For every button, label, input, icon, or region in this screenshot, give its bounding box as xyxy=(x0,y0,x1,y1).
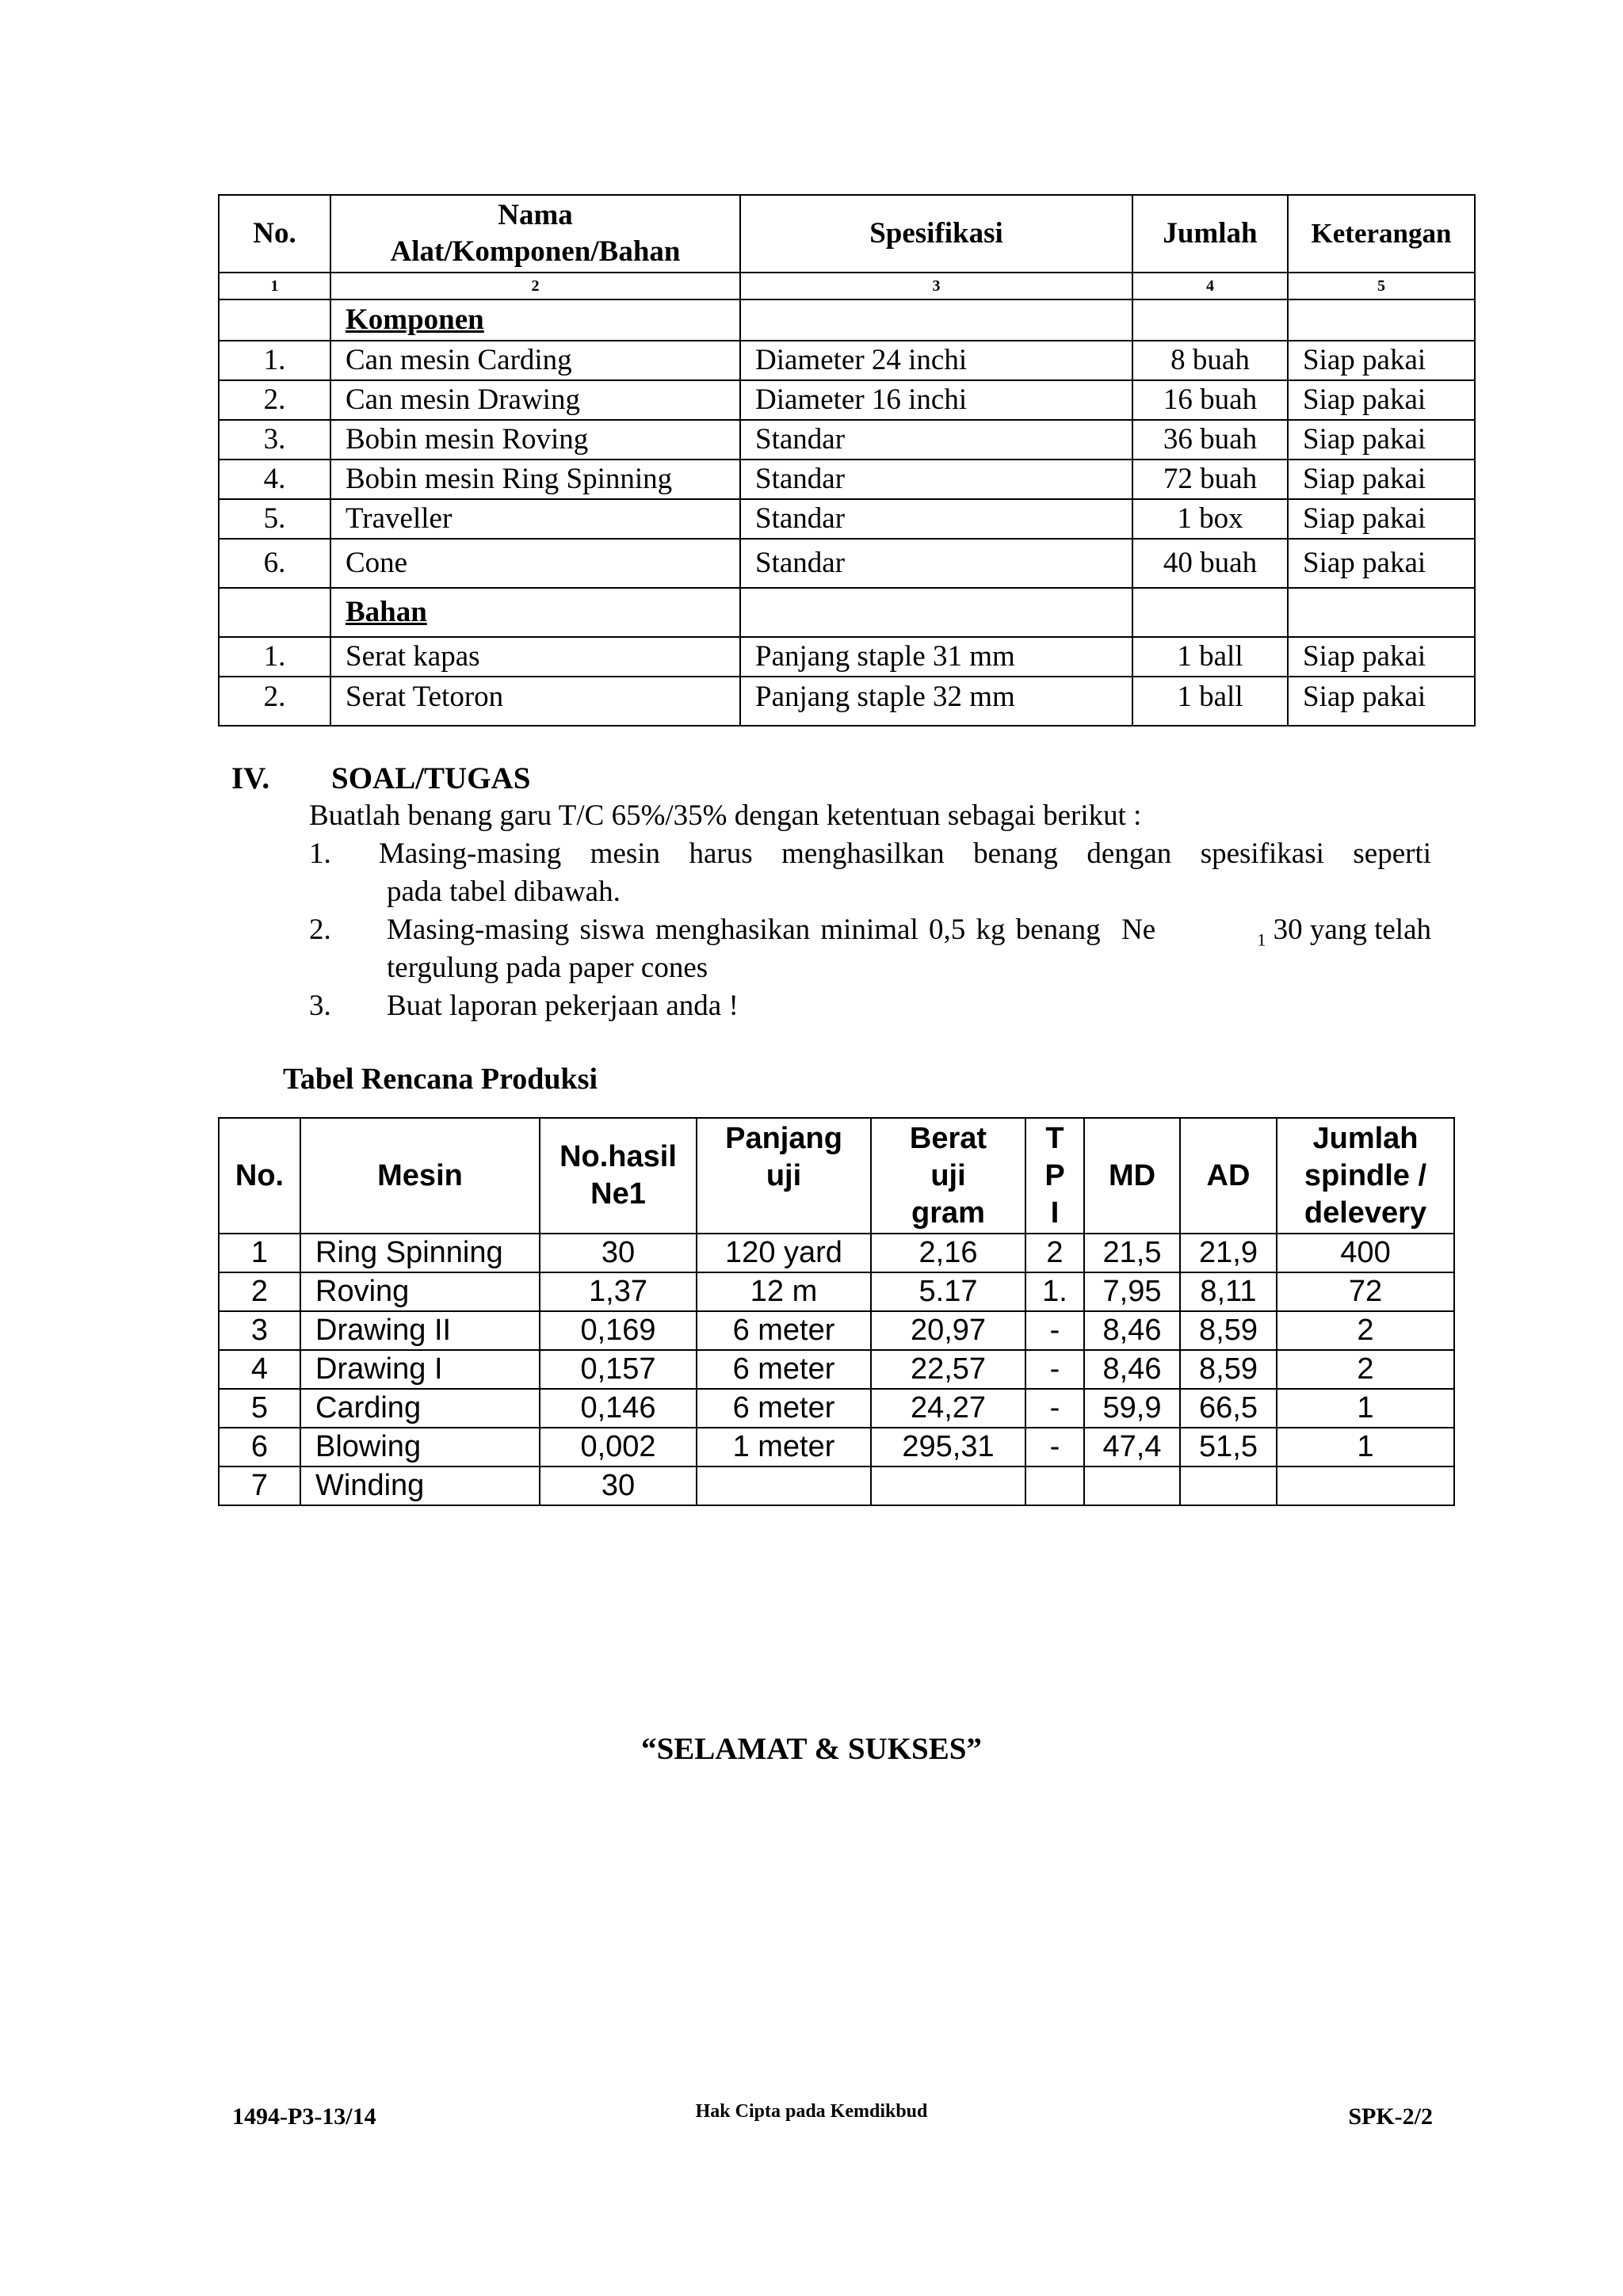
cell-berat: 20,97 xyxy=(871,1311,1025,1350)
task-number: 2. xyxy=(309,913,331,946)
header-no: No. xyxy=(219,195,330,273)
task-item-text: Masing-masing mesin harus menghasilkan benang dengan spesifikasi seperti xyxy=(379,837,1431,870)
table-row xyxy=(219,420,1475,460)
table-row xyxy=(219,1272,1454,1311)
components-table xyxy=(218,194,1476,727)
cell-nama: Can mesin Drawing xyxy=(330,380,740,420)
cell-spesifikasi: Diameter 24 inchi xyxy=(740,341,1132,380)
cell-tpi: - xyxy=(1025,1428,1084,1466)
cell-no: 4 xyxy=(219,1350,300,1389)
cell-spesifikasi: Panjang staple 31 mm xyxy=(740,637,1132,677)
cell-tpi: - xyxy=(1025,1311,1084,1350)
cell-spesifikasi: Diameter 16 inchi xyxy=(740,380,1132,420)
cell-ad: 66,5 xyxy=(1180,1389,1277,1428)
cell-no: 3 xyxy=(219,1311,300,1350)
task-number: 1. xyxy=(309,837,331,870)
header-nohasil: No.hasil Ne1 xyxy=(540,1118,697,1234)
cell-jumlah: 2 xyxy=(1277,1311,1454,1350)
cell-jumlah: 36 buah xyxy=(1132,420,1288,460)
cell-no: 2. xyxy=(219,677,330,726)
cell-no: 2. xyxy=(219,380,330,420)
cell-no: 4. xyxy=(219,460,330,499)
cell-ne: 1,37 xyxy=(540,1272,697,1311)
cell-ne: 0,146 xyxy=(540,1389,697,1428)
header-berat-uji: Berat uji gram xyxy=(871,1118,1025,1234)
cell-md xyxy=(1084,1466,1180,1505)
task-item-text: Buat laporan pekerjaan anda ! xyxy=(387,990,739,1022)
cell-ad: 8,11 xyxy=(1180,1272,1277,1311)
footer-copyright: Hak Cipta pada Kemdikbud xyxy=(695,2101,928,2122)
cell-no: 2 xyxy=(219,1272,300,1311)
table-row xyxy=(219,499,1475,539)
cell-md: 59,9 xyxy=(1084,1389,1180,1428)
cell-berat: 295,31 xyxy=(871,1428,1025,1466)
table-row xyxy=(219,637,1475,677)
cell-no: 3. xyxy=(219,420,330,460)
cell-tpi: 2 xyxy=(1025,1234,1084,1272)
cell-keterangan: Siap pakai xyxy=(1288,499,1475,539)
cell-keterangan: Siap pakai xyxy=(1288,460,1475,499)
cell-spesifikasi: Standar xyxy=(740,539,1132,588)
column-number: 1 xyxy=(219,273,330,299)
cell-mesin: Blowing xyxy=(300,1428,540,1466)
header-panjang-uji: Panjang uji xyxy=(697,1118,871,1234)
section-label: Bahan xyxy=(346,596,427,628)
cell-panjang: 6 meter xyxy=(697,1389,871,1428)
column-number-row xyxy=(219,273,1475,299)
cell-no: 1 xyxy=(219,1234,300,1272)
cell-berat: 5.17 xyxy=(871,1272,1025,1311)
section-row-komponen xyxy=(219,299,1475,341)
header-jumlah-spindle: Jumlah spindle / delevery xyxy=(1277,1118,1454,1234)
table-row xyxy=(219,341,1475,380)
header-no: No. xyxy=(219,1118,300,1234)
cell-jumlah: 2 xyxy=(1277,1350,1454,1389)
table-row xyxy=(219,1466,1454,1505)
cell-keterangan: Siap pakai xyxy=(1288,420,1475,460)
column-number: 5 xyxy=(1288,273,1475,299)
cell-ad: 8,59 xyxy=(1180,1350,1277,1389)
cell-ad: 51,5 xyxy=(1180,1428,1277,1466)
production-plan-table xyxy=(218,1117,1455,1506)
cell-spesifikasi: Standar xyxy=(740,460,1132,499)
cell-berat: 22,57 xyxy=(871,1350,1025,1389)
table-row xyxy=(219,380,1475,420)
header-mesin: Mesin xyxy=(300,1118,540,1234)
cell-md: 8,46 xyxy=(1084,1350,1180,1389)
header-tpi: T P I xyxy=(1025,1118,1084,1234)
cell-berat xyxy=(871,1466,1025,1505)
cell-panjang: 6 meter xyxy=(697,1350,871,1389)
task-item-text: pada tabel dibawah. xyxy=(387,875,621,908)
cell-spesifikasi: Standar xyxy=(740,420,1132,460)
column-number: 2 xyxy=(330,273,740,299)
cell-jumlah xyxy=(1277,1466,1454,1505)
cell-ne: 0,169 xyxy=(540,1311,697,1350)
section-row-bahan xyxy=(219,588,1475,637)
cell-ne: 30 xyxy=(540,1234,697,1272)
cell-jumlah: 1 ball xyxy=(1132,677,1288,726)
cell-mesin: Winding xyxy=(300,1466,540,1505)
cell-nama: Serat kapas xyxy=(330,637,740,677)
cell-keterangan: Siap pakai xyxy=(1288,341,1475,380)
column-number: 3 xyxy=(740,273,1132,299)
cell-ne: 0,157 xyxy=(540,1350,697,1389)
table-header-row xyxy=(219,195,1475,273)
cell-ne: 0,002 xyxy=(540,1428,697,1466)
cell-nama: Traveller xyxy=(330,499,740,539)
cell-mesin: Ring Spinning xyxy=(300,1234,540,1272)
cell-md: 7,95 xyxy=(1084,1272,1180,1311)
table-row xyxy=(219,677,1475,726)
cell-mesin: Drawing I xyxy=(300,1350,540,1389)
footer-code: 1494-P3-13/14 xyxy=(232,2103,376,2130)
table-row xyxy=(219,1389,1454,1428)
section-number: IV. xyxy=(231,761,270,795)
cell-keterangan: Siap pakai xyxy=(1288,637,1475,677)
cell-no: 6. xyxy=(219,539,330,588)
cell-panjang: 120 yard xyxy=(697,1234,871,1272)
cell-mesin: Carding xyxy=(300,1389,540,1428)
header-nama: Nama Alat/Komponen/Bahan xyxy=(330,195,740,273)
table-row xyxy=(219,1311,1454,1350)
cell-nama: Bobin mesin Roving xyxy=(330,420,740,460)
cell-no: 5. xyxy=(219,499,330,539)
table-row xyxy=(219,1350,1454,1389)
cell-ad xyxy=(1180,1466,1277,1505)
cell-berat: 24,27 xyxy=(871,1389,1025,1428)
cell-keterangan: Siap pakai xyxy=(1288,380,1475,420)
cell-tpi: - xyxy=(1025,1350,1084,1389)
cell-mesin: Roving xyxy=(300,1272,540,1311)
cell-nama: Bobin mesin Ring Spinning xyxy=(330,460,740,499)
cell-ad: 8,59 xyxy=(1180,1311,1277,1350)
header-jumlah: Jumlah xyxy=(1132,195,1288,273)
cell-md: 47,4 xyxy=(1084,1428,1180,1466)
cell-tpi xyxy=(1025,1466,1084,1505)
task-item-text: Masing-masing siswa menghasikan minimal 0,5 kg benang Ne $_1$ 30 yang telah xyxy=(387,913,1431,950)
cell-panjang xyxy=(697,1466,871,1505)
header-spesifikasi: Spesifikasi xyxy=(740,195,1132,273)
header-ad: AD xyxy=(1180,1118,1277,1234)
cell-keterangan: Siap pakai xyxy=(1288,677,1475,726)
header-md: MD xyxy=(1084,1118,1180,1234)
cell-spesifikasi: Standar xyxy=(740,499,1132,539)
footer-page: SPK-2/2 xyxy=(1348,2103,1433,2130)
cell-jumlah: 16 buah xyxy=(1132,380,1288,420)
task-number: 3. xyxy=(309,990,331,1022)
table-row xyxy=(219,1234,1454,1272)
table-caption: Tabel Rencana Produksi xyxy=(283,1062,598,1096)
cell-tpi: 1. xyxy=(1025,1272,1084,1311)
cell-jumlah: 1 box xyxy=(1132,499,1288,539)
cell-jumlah: 1 xyxy=(1277,1428,1454,1466)
table-row xyxy=(219,539,1475,588)
table-header-row xyxy=(219,1118,1454,1234)
cell-ne: 30 xyxy=(540,1466,697,1505)
task-intro: Buatlah benang garu T/C 65%/35% dengan ketentuan sebagai berikut : xyxy=(309,799,1142,832)
closing-message: “SELAMAT & SUKSES” xyxy=(641,1732,982,1766)
cell-mesin: Drawing II xyxy=(300,1311,540,1350)
cell-jumlah: 72 xyxy=(1277,1272,1454,1311)
header-keterangan: Keterangan xyxy=(1288,195,1475,273)
cell-no: 1. xyxy=(219,341,330,380)
table-row xyxy=(219,1428,1454,1466)
cell-md: 21,5 xyxy=(1084,1234,1180,1272)
column-number: 4 xyxy=(1132,273,1288,299)
table-row xyxy=(219,460,1475,499)
cell-nama: Serat Tetoron xyxy=(330,677,740,726)
cell-panjang: 12 m xyxy=(697,1272,871,1311)
cell-no: 6 xyxy=(219,1428,300,1466)
cell-no: 1. xyxy=(219,637,330,677)
cell-no: 5 xyxy=(219,1389,300,1428)
cell-panjang: 1 meter xyxy=(697,1428,871,1466)
cell-jumlah: 40 buah xyxy=(1132,539,1288,588)
cell-panjang: 6 meter xyxy=(697,1311,871,1350)
cell-keterangan: Siap pakai xyxy=(1288,539,1475,588)
cell-nama: Cone xyxy=(330,539,740,588)
cell-md: 8,46 xyxy=(1084,1311,1180,1350)
cell-jumlah: 8 buah xyxy=(1132,341,1288,380)
cell-ad: 21,9 xyxy=(1180,1234,1277,1272)
cell-spesifikasi: Panjang staple 32 mm xyxy=(740,677,1132,726)
cell-jumlah: 72 buah xyxy=(1132,460,1288,499)
cell-jumlah: 400 xyxy=(1277,1234,1454,1272)
cell-jumlah: 1 xyxy=(1277,1389,1454,1428)
cell-tpi: - xyxy=(1025,1389,1084,1428)
section-title: SOAL/TUGAS xyxy=(331,761,531,795)
section-label: Komponen xyxy=(346,303,484,336)
cell-nama: Can mesin Carding xyxy=(330,341,740,380)
cell-jumlah: 1 ball xyxy=(1132,637,1288,677)
task-item-text: tergulung pada paper cones xyxy=(387,952,708,984)
cell-no: 7 xyxy=(219,1466,300,1505)
cell-berat: 2,16 xyxy=(871,1234,1025,1272)
